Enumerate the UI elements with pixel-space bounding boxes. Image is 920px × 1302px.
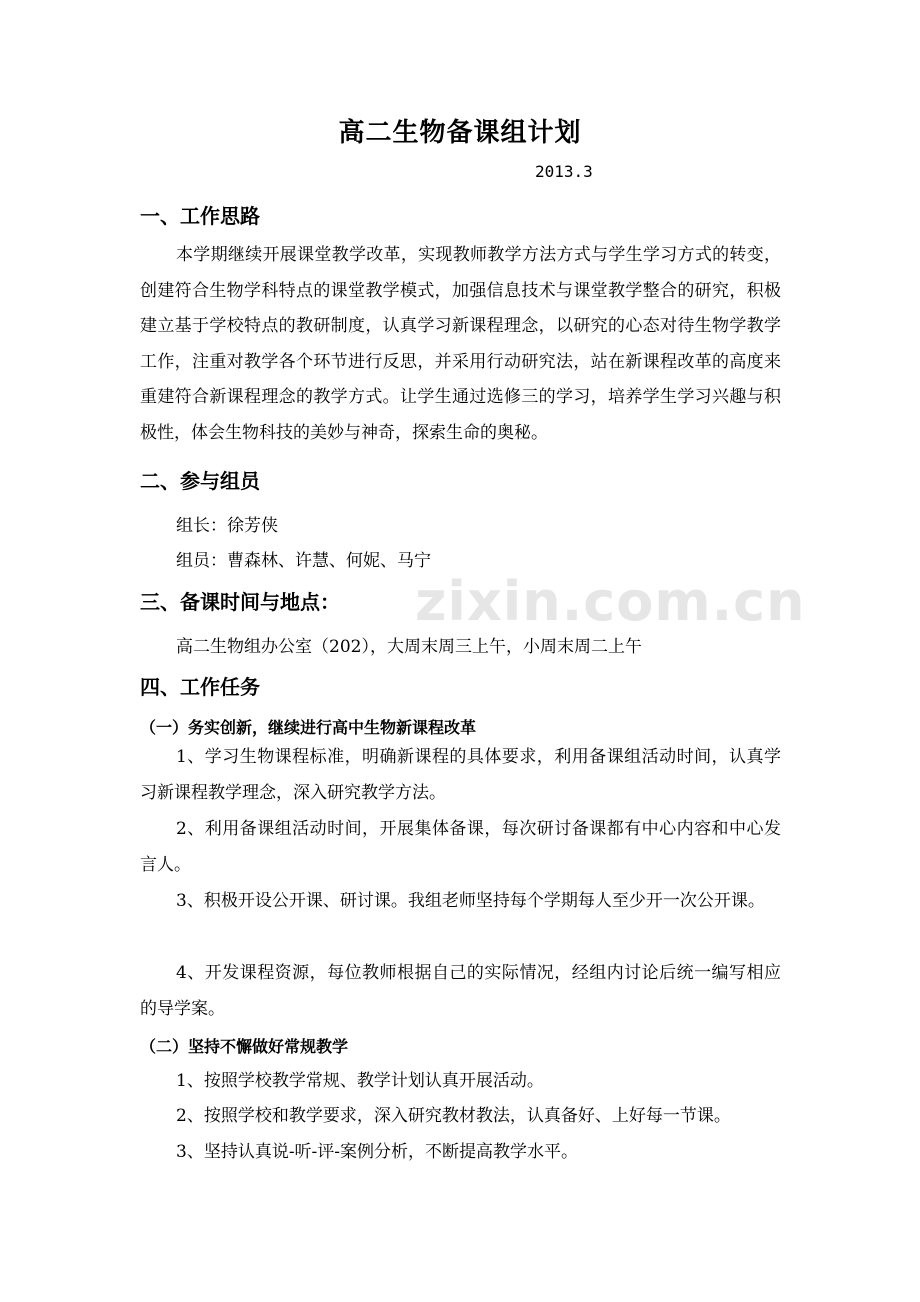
section-heading-work-ideas: 一、工作思路	[140, 204, 260, 228]
task-item: 4、开发课程资源，每位教师根据自己的实际情况，经组内讨论后统一编写相应的导学案。	[140, 963, 781, 1019]
group-members: 组员：曹森林、许慧、何妮、马宁	[176, 551, 431, 571]
task-item: 2、利用备课组活动时间，开展集体备课，每次研讨备课都有中心内容和中心发言人。	[140, 819, 781, 875]
task-item: 2、按照学校和教学要求，深入研究教材教法，认真备好、上好每一节课。	[176, 1106, 731, 1126]
document-title: 高二生物备课组计划	[338, 118, 582, 148]
section-heading-tasks: 四、工作任务	[140, 675, 260, 699]
subsection-heading-innovation: （一）务实创新，继续进行高中生物新课程改革	[140, 718, 477, 737]
task-item: 1、学习生物课程标准，明确新课程的具体要求，利用备课组活动时间，认真学习新课程教学理念，深入研究教学方法。	[140, 747, 781, 803]
section-heading-members: 二、参与组员	[140, 469, 260, 493]
group-leader: 组长：徐芳侠	[176, 516, 278, 536]
subsection-heading-routine: （二）坚持不懈做好常规教学	[140, 1037, 349, 1056]
task-item: 3、坚持认真说-听-评-案例分析，不断提高教学水平。	[176, 1142, 579, 1162]
watermark: zixin.com.cn	[415, 570, 806, 633]
document-date: 2013.3	[535, 162, 593, 181]
section-heading-time-place: 三、备课时间与地点：	[140, 590, 340, 614]
task-item: 1、按照学校教学常规、教学计划认真开展活动。	[176, 1071, 544, 1091]
work-ideas-paragraph: 本学期继续开展课堂教学改革，实现教师教学方法方式与学生学习方式的转变，创建符合生物学科特点的课堂教学模式，加强信息技术与课堂教学整合的研究，积极建立基于学校特点的教研制度，认真学习新课程理念，以研究的心态对待生物学教学工作，注重对教学各个环节进行反思，并采用行动研究法，站在新课程改革的高度来重建符合新课程理念的教学方式。让学生通过选修三的学习，培养学生学习兴趣与积极性，体会生物科技的美妙与神奇，探索生命的奥秘。	[140, 245, 781, 443]
task-item: 3、积极开设公开课、研讨课。我组老师坚持每个学期每人至少开一次公开课。	[176, 891, 765, 911]
time-place-text: 高二生物组办公室（202），大周末周三上午，小周末周二上午	[176, 637, 642, 657]
